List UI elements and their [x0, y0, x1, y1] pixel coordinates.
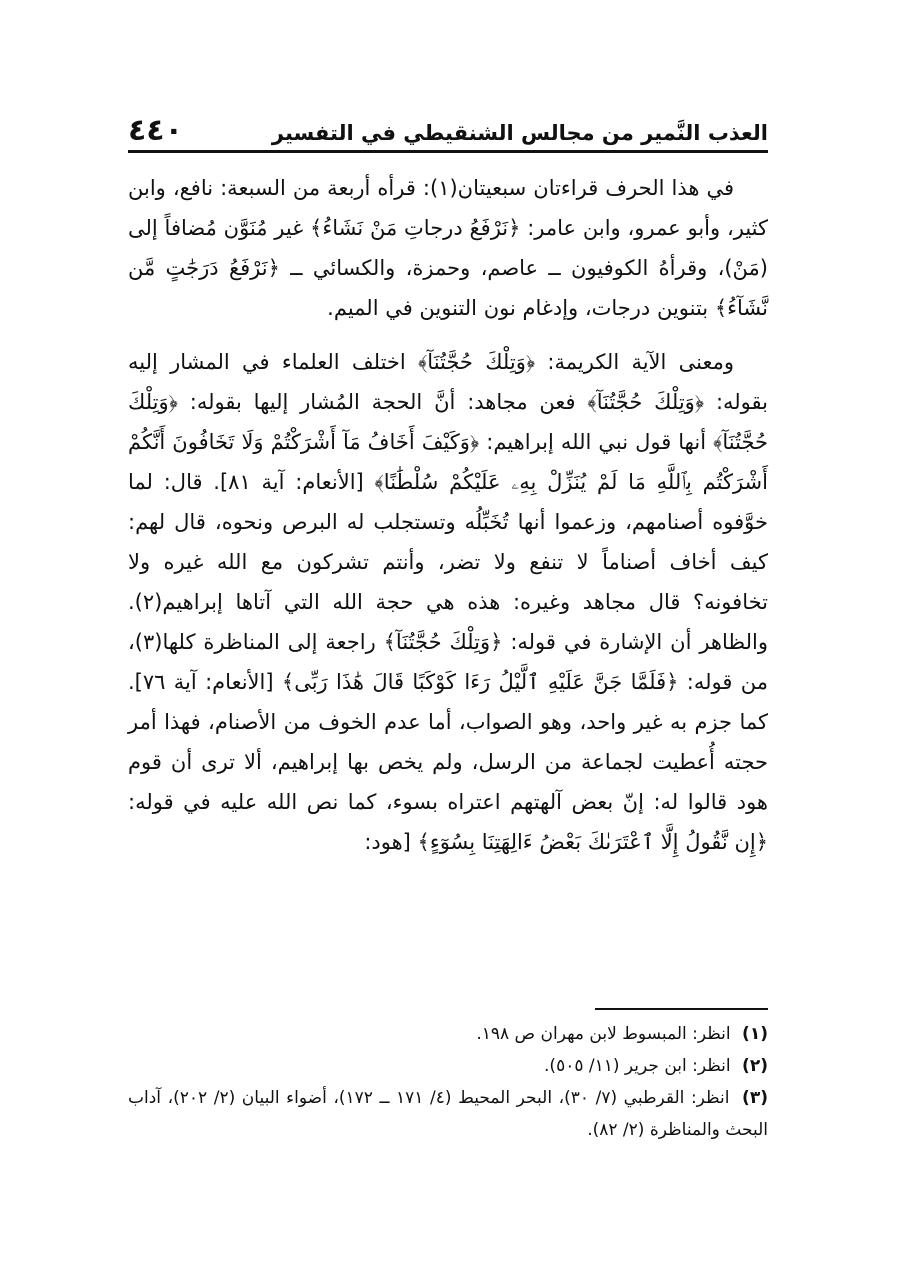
- footnotes: [128, 1018, 768, 1146]
- footnote: [128, 1018, 768, 1050]
- footnote: [128, 1082, 768, 1146]
- footnote-number: (٢): [742, 1056, 768, 1076]
- footnote-separator: [595, 1008, 768, 1010]
- main-text: [128, 168, 768, 862]
- footnote-text: انظر: المبسوط لابن مهران ص ١٩٨.: [476, 1024, 731, 1044]
- paragraph: ومعنى الآية الكريمة: ﴿وَتِلْكَ حُجَّتُنَآ﴾ اختلف العلماء في المشار إليه بقوله: ﴿وَتِلْكَ حُجَّتُنَآ﴾ فعن مجاهد: أنَّ الحجة المُشار إليها بقوله: ﴿وَتِلْكَ حُجَّتُنَآ﴾ أنها قول نبي الله إبراهيم: ﴿وَكَيْفَ أَخَافُ مَآ أَشْرَكْتُمْ وَلَا تَخَافُونَ أَنَّكُمْ أَشْرَكْتُم بِٱللَّهِ مَا لَمْ يُنَزِّلْ بِهِۦ عَلَيْكُمْ سُلْطَٰنًا﴾ [الأنعام: آية ٨١]. قال: لما خوَّفوه أصنامهم، وزعموا أنها تُخَبِّلُه وتستجلب له البرص ونحوه، قال لهم: كيف أخاف أصناماً لا تنفع ولا تضر، وأنتم تشركون مع الله غيره ولا تخافونه؟ قال مجاهد وغيره: هذه هي حجة الله التي آتاها إبراهيم(٢). والظاهر أن الإشارة في قوله: ﴿وَتِلْكَ حُجَّتُنَآ﴾ راجعة إلى المناظرة كلها(٣)، من قوله: ﴿فَلَمَّا جَنَّ عَلَيْهِ ٱلَّيْلُ رَءَا كَوْكَبًا قَالَ هَٰذَا رَبِّى﴾ [الأنعام: آية ٧٦]. كما جزم به غير واحد، وهو الصواب، أما عدم الخوف من الأصنام، فهذا أمر حجته أُعطيت لجماعة من الرسل، ولم يخص بها إبراهيم، ألا ترى أن قوم هود قالوا له: إنّ بعض آلهتهم اعتراه بسوء، كما نص الله عليه في قوله: ﴿إِن نَّقُولُ إِلَّا ٱعْتَرَىٰكَ بَعْضُ ءَالِهَتِنَا بِسُوٓءٍ﴾ [هود:: [128, 350, 768, 854]
- page-number: ٤٤٠: [128, 113, 183, 148]
- paragraph: في هذا الحرف قراءتان سبعيتان(١): قرأه أربعة من السبعة: نافع، وابن كثير، وأبو عمرو، وابن عامر: ﴿نَرْفَعُ درجاتِ مَنْ نَشَاءُ﴾ غير مُنَوَّن مُضافاً إلى (مَنْ)، وقرأهُ الكوفيون ــ عاصم، وحمزة، والكسائي ــ ﴿نَرْفَعُ دَرَجَٰتٍ مَّن نَّشَآءُ﴾ بتنوين درجات، وإدغام نون التنوين في الميم.: [128, 176, 768, 320]
- footnote-text: انظر: ابن جرير (١١/ ٥٠٥).: [544, 1056, 731, 1076]
- footnote-text: انظر: القرطبي (٧/ ٣٠)، البحر المحيط (٤/ ١٧١ ــ ١٧٢)، أضواء البيان (٢/ ٢٠٢)، آداب البحث والمناظرة (٢/ ٨٢).: [128, 1088, 768, 1140]
- header-rule: [128, 150, 768, 153]
- footnote-number: (٣): [742, 1088, 768, 1108]
- footnote-number: (١): [742, 1024, 768, 1044]
- footnote: [128, 1050, 768, 1082]
- running-title: العذب النَّمير من مجالس الشنقيطي في التفسير: [271, 121, 768, 145]
- page-header: [128, 108, 768, 148]
